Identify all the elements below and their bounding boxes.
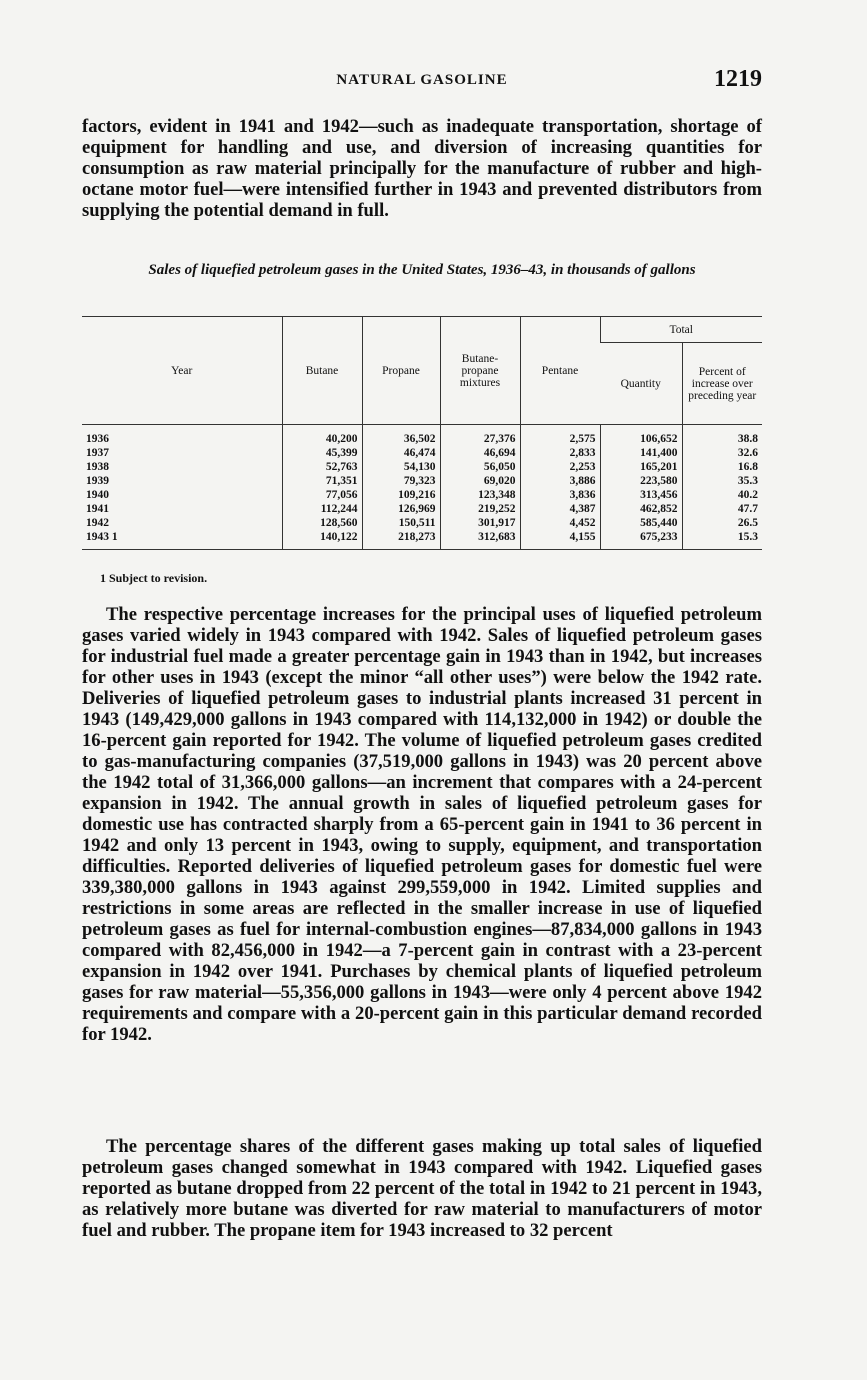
table-row (82, 488, 762, 502)
cell-pentane: 2,575 (520, 425, 600, 447)
cell-year: 1939 (86, 475, 109, 487)
table-footnote: 1 Subject to revision. (100, 571, 208, 585)
cell-butane: 52,763 (282, 460, 362, 474)
cell-percent: 38.8 (682, 425, 762, 447)
table-row (82, 502, 762, 516)
cell-percent: 40.2 (682, 488, 762, 502)
cell-propane: 79,323 (362, 474, 440, 488)
sales-table (82, 316, 762, 550)
header-mixtures: Butane-propane mixtures (440, 317, 520, 425)
cell-butane: 40,200 (282, 425, 362, 447)
cell-butane: 71,351 (282, 474, 362, 488)
cell-mixtures: 46,694 (440, 446, 520, 460)
table-caption: Sales of liquefied petroleum gases in the United States, 1936–43, in thousands of gallons (148, 262, 696, 278)
cell-propane: 54,130 (362, 460, 440, 474)
cell-propane: 46,474 (362, 446, 440, 460)
cell-percent: 16.8 (682, 460, 762, 474)
header-year: Year (82, 317, 282, 425)
cell-quantity: 675,233 (600, 530, 682, 550)
cell-percent: 15.3 (682, 530, 762, 550)
cell-pentane: 3,836 (520, 488, 600, 502)
cell-pentane: 3,886 (520, 474, 600, 488)
cell-pentane: 2,253 (520, 460, 600, 474)
cell-propane: 218,273 (362, 530, 440, 550)
cell-quantity: 223,580 (600, 474, 682, 488)
cell-percent: 47.7 (682, 502, 762, 516)
cell-butane: 77,056 (282, 488, 362, 502)
cell-year: 1943 1 (82, 530, 282, 550)
cell-propane: 150,511 (362, 516, 440, 530)
header-propane: Propane (362, 317, 440, 425)
cell-propane: 36,502 (362, 425, 440, 447)
table-row (82, 425, 762, 447)
cell-year: 1936 (86, 433, 109, 445)
cell-quantity: 585,440 (600, 516, 682, 530)
table-row (82, 446, 762, 460)
cell-percent: 26.5 (682, 516, 762, 530)
cell-pentane: 4,155 (520, 530, 600, 550)
page-number: 1219 (714, 66, 762, 92)
table-row (82, 460, 762, 474)
cell-propane: 126,969 (362, 502, 440, 516)
cell-pentane: 2,833 (520, 446, 600, 460)
cell-butane: 128,560 (282, 516, 362, 530)
cell-mixtures: 69,020 (440, 474, 520, 488)
table-row (82, 474, 762, 488)
cell-mixtures: 219,252 (440, 502, 520, 516)
table-row (82, 516, 762, 530)
cell-quantity: 165,201 (600, 460, 682, 474)
cell-percent: 32.6 (682, 446, 762, 460)
cell-mixtures: 27,376 (440, 425, 520, 447)
cell-pentane: 4,387 (520, 502, 600, 516)
header-pentane: Pentane (520, 317, 600, 425)
header-butane: Butane (282, 317, 362, 425)
header-percent-increase: Percent of increase over preceding year (682, 343, 762, 425)
header-total: Total (600, 317, 762, 343)
cell-year: 1938 (86, 461, 109, 473)
running-title: NATURAL GASOLINE (336, 72, 508, 88)
cell-year: 1942 (86, 517, 109, 529)
cell-propane: 109,216 (362, 488, 440, 502)
paragraph-percentage-increases: The respective percentage increases for the principal uses of liquefied petroleum gases varied widely in 1943 compared with 1942. Sales of liquefied petroleum gases for industrial fuel made a greater percentage gain in 1943 than in 1942, but increases for other uses in 1943 (except the minor “all other uses”) were below the 1942 rate. Deliveries of liquefied petroleum gases to industrial plants increased 31 percent in 1943 (149,429,000 gallons in 1943 compared with 114,132,000 in 1942) or double the 16-percent gain reported for 1942. The volume of liquefied petroleum gases credited to gas-manufacturing companies (37,519,000 gallons in 1943) was 20 percent above the 1942 total of 31,366,000 gallons—an increment that compares with a 24-percent expansion in 1942. The annual growth in sales of liquefied petroleum gases for domestic use has contracted sharply from a 65-percent gain in 1941 to 36 percent in 1942 and only 13 percent in 1943, owing to supply, equipment, and transportation difficulties. Reported deliveries of liquefied petroleum gases for domestic fuel were 339,380,000 gallons in 1943 against 299,559,000 in 1942. Limited supplies and restrictions in some areas are reflected in the smaller increase in use of liquefied petroleum gases as fuel for internal-combustion engines—87,834,000 gallons in 1943 compared with 82,456,000 in 1942—a 7-percent gain in contrast with a 23-percent expansion in 1942 over 1941. Purchases by chemical plants of liquefied petroleum gases for raw material—55,356,000 gallons in 1943—were only 4 percent above 1942 requirements and compare with a 20-percent gain in this particular demand recorded for 1942. (82, 604, 762, 1045)
cell-mixtures: 301,917 (440, 516, 520, 530)
cell-mixtures: 123,348 (440, 488, 520, 502)
cell-percent: 35.3 (682, 474, 762, 488)
paragraph-intro: factors, evident in 1941 and 1942—such as inadequate transportation, shortage of equipment for handling and use, and diversion of increasing quantities for consumption as raw material principally for the manufacture of rubber and high-octane motor fuel—were intensified further in 1943 and prevented distributors from supplying the potential demand in full. (82, 116, 762, 221)
cell-quantity: 462,852 (600, 502, 682, 516)
cell-year: 1940 (86, 489, 109, 501)
cell-year: 1941 (86, 503, 109, 515)
cell-butane: 140,122 (282, 530, 362, 550)
cell-mixtures: 312,683 (440, 530, 520, 550)
header-quantity: Quantity (600, 343, 682, 425)
cell-year: 1937 (86, 447, 109, 459)
table-row (82, 530, 762, 550)
page-header (82, 66, 762, 96)
paragraph-percentage-shares: The percentage shares of the different gases making up total sales of liquefied petroleum gases changed somewhat in 1943 compared with 1942. Liquefied gases reported as butane dropped from 22 percent of the total in 1942 to 21 percent in 1943, as relatively more butane was diverted for raw material to manufacturers of motor fuel and rubber. The propane item for 1943 increased to 32 percent (82, 1136, 762, 1241)
cell-mixtures: 56,050 (440, 460, 520, 474)
cell-quantity: 313,456 (600, 488, 682, 502)
cell-quantity: 141,400 (600, 446, 682, 460)
cell-butane: 112,244 (282, 502, 362, 516)
cell-quantity: 106,652 (600, 425, 682, 447)
cell-butane: 45,399 (282, 446, 362, 460)
cell-pentane: 4,452 (520, 516, 600, 530)
